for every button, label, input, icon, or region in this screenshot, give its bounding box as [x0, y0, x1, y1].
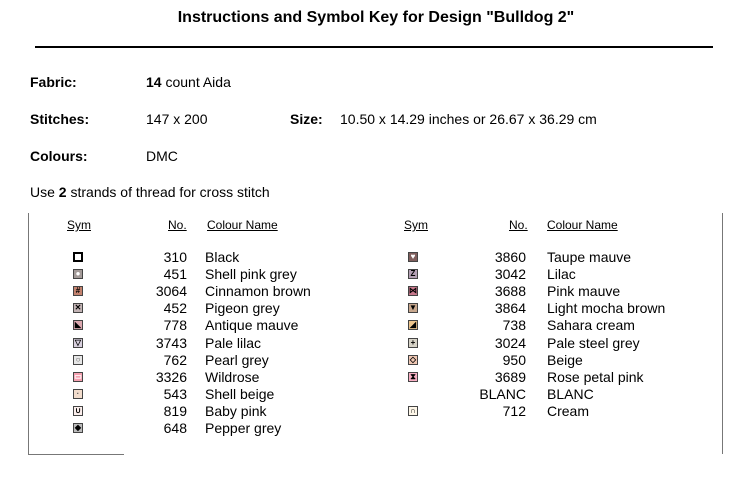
size-label: Size:: [290, 111, 323, 127]
colour-name: BLANC: [547, 385, 594, 402]
size-value: 10.50 x 14.29 inches or 26.67 x 36.29 cm: [340, 111, 597, 127]
hourglass-icon: ⧗: [408, 372, 418, 382]
colour-name: Pepper grey: [205, 420, 282, 436]
stitches-label: Stitches:: [30, 111, 90, 127]
heart-icon: ♥: [408, 252, 418, 262]
header-name-right: Colour Name: [547, 218, 618, 232]
colour-name: Shell beige: [205, 385, 275, 402]
plus-icon: +: [408, 338, 418, 348]
colour-name: Pale lilac: [205, 334, 262, 351]
dmc-number: 648: [163, 420, 187, 436]
fabric-value: [146, 74, 231, 90]
dmc-number: 3042: [494, 266, 526, 283]
down-triangle-icon: ▼: [409, 303, 417, 313]
dmc-number: BLANC: [479, 385, 526, 402]
header-no-left: No.: [168, 218, 187, 232]
strands-note: [30, 184, 270, 200]
dmc-number: 819: [163, 402, 187, 419]
fabric-count: 14: [146, 74, 162, 90]
dmc-number: 3024: [494, 334, 526, 351]
colour-name: Sahara cream: [547, 317, 635, 334]
colour-name: Taupe mauve: [547, 249, 632, 265]
cross-icon: ✕: [74, 303, 82, 313]
colour-name: Rose petal pink: [547, 368, 644, 385]
dmc-number: 310: [163, 249, 187, 265]
down-triangle-icon: ▽: [74, 337, 82, 347]
dmc-number: 3064: [155, 283, 187, 300]
fabric-label: Fabric:: [30, 74, 77, 90]
square-outline-icon: [73, 252, 83, 262]
table-bottom-rule: [28, 454, 124, 455]
diamond-outline-icon: ◇: [409, 354, 417, 364]
circle-icon: ●: [73, 269, 83, 279]
dmc-number: 451: [163, 266, 187, 283]
strands-count: 2: [58, 184, 67, 200]
header-no-right: No.: [509, 218, 528, 232]
dmc-number: 950: [502, 351, 526, 368]
strands-pre: Use: [30, 184, 59, 200]
cup-icon: ∪: [73, 406, 83, 416]
colour-name: Antique mauve: [205, 317, 299, 334]
triangle-icon: ◣: [74, 320, 82, 330]
colour-name: Cream: [547, 402, 590, 419]
blank-icon: [408, 389, 418, 399]
dmc-number: 3864: [494, 300, 526, 317]
colour-name: Shell pink grey: [205, 266, 297, 283]
dmc-number: 738: [502, 317, 526, 334]
colour-name: Pink mauve: [547, 283, 621, 300]
z-icon: Z: [408, 269, 418, 279]
header-sym-left: Sym: [67, 218, 91, 232]
arch-icon: ∩: [408, 406, 418, 416]
dmc-number: 543: [163, 385, 187, 402]
header-name-left: Colour Name: [207, 218, 278, 232]
colour-name: Wildrose: [205, 368, 260, 385]
stitches-value: 147 x 200: [146, 111, 208, 127]
colour-name: Baby pink: [205, 402, 267, 419]
bar-icon: ▭: [74, 371, 82, 381]
diamond-icon: ◆: [74, 423, 82, 432]
dmc-number: 762: [163, 351, 187, 368]
fabric-type: count Aida: [161, 74, 231, 90]
colour-name: Beige: [547, 351, 583, 368]
title-divider: [35, 46, 713, 48]
dmc-number: 3688: [494, 283, 526, 300]
dmc-number: 778: [163, 317, 187, 334]
colour-name: Cinnamon brown: [205, 283, 311, 300]
header-sym-right: Sym: [404, 218, 428, 232]
wedge-icon: ◢: [409, 320, 417, 330]
page-title: Instructions and Symbol Key for Design "Bulldog 2": [177, 9, 575, 26]
colour-name: Light mocha brown: [547, 300, 666, 317]
colour-name: Pearl grey: [205, 351, 269, 368]
dmc-number: 3689: [494, 368, 526, 385]
colour-name: Pigeon grey: [205, 300, 280, 317]
dmc-number: 3860: [494, 249, 526, 265]
ring-icon: ○: [73, 355, 83, 365]
colour-name: Black: [205, 249, 240, 265]
dmc-number: 3326: [155, 368, 187, 385]
strands-post: strands of thread for cross stitch: [66, 184, 270, 200]
bowtie-icon: ⋈: [409, 286, 417, 296]
colour-name: Lilac: [547, 266, 576, 283]
dmc-number: 3743: [155, 334, 187, 351]
colours-label: Colours:: [30, 148, 88, 164]
dmc-number: 712: [502, 402, 526, 419]
colours-value: DMC: [146, 148, 178, 164]
dmc-number: 452: [163, 300, 187, 317]
hash-icon: #: [73, 286, 83, 296]
colour-name: Pale steel grey: [547, 334, 640, 351]
dot-icon: ·: [73, 389, 83, 399]
